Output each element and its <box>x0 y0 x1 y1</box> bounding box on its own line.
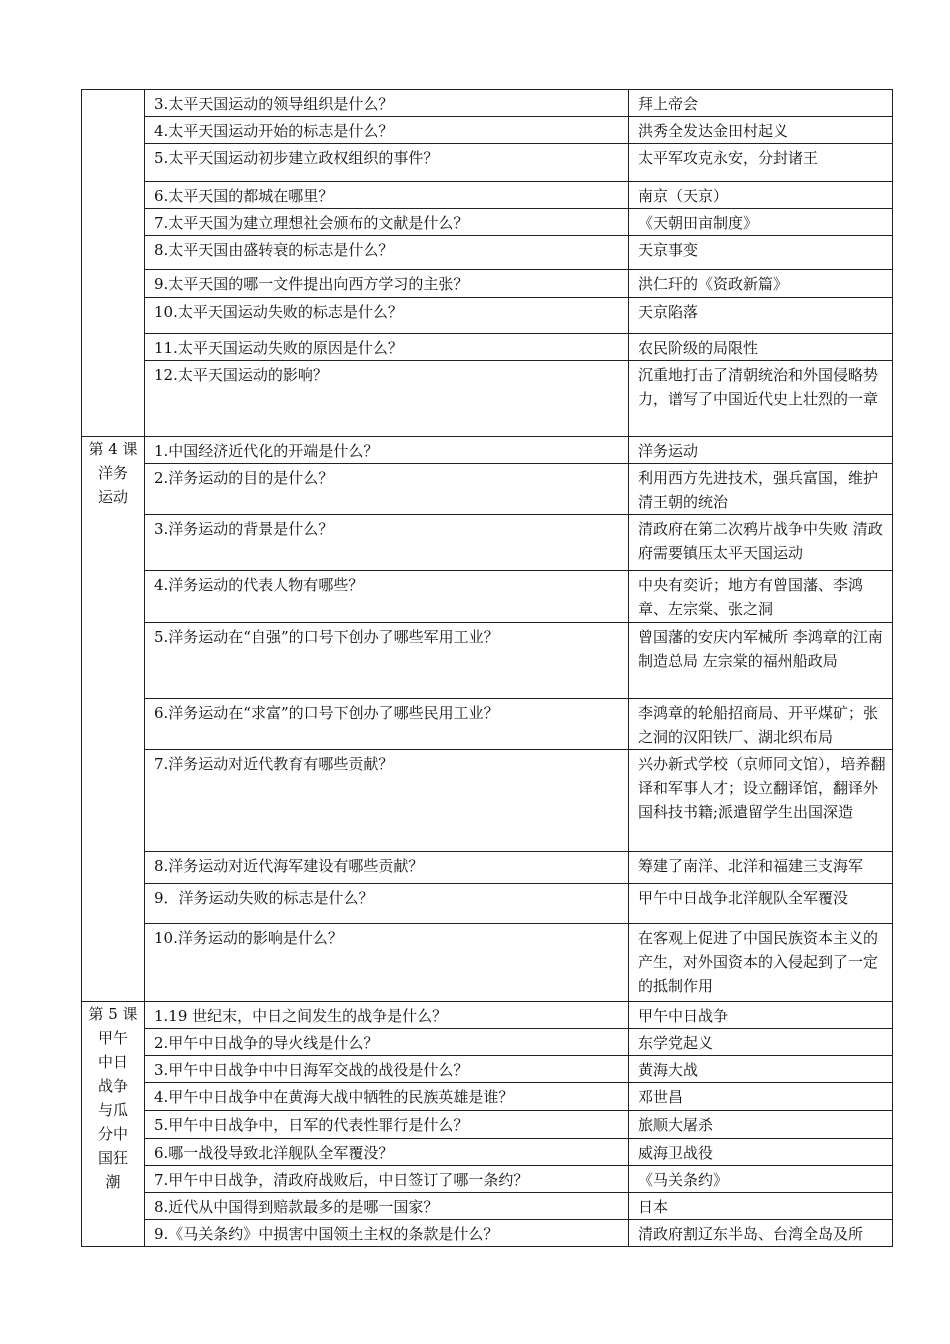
answer-cell: 筹建了南洋、北洋和福建三支海军 <box>629 852 893 884</box>
question-cell: 11.太平天国运动失败的原因是什么？ <box>145 334 629 361</box>
answer-cell: 李鸿章的轮船招商局、开平煤矿；张之洞的汉阳铁厂、湖北织布局 <box>629 699 893 750</box>
table-row <box>82 1083 893 1111</box>
table-row <box>82 623 893 699</box>
answer-cell: 太平军攻克永安，分封诸王 <box>629 144 893 182</box>
answer-cell: 旅顺大屠杀 <box>629 1111 893 1139</box>
lesson-title-line: 洋务 <box>97 464 128 482</box>
table-row <box>82 298 893 334</box>
question-cell: 7.太平天国为建立理想社会颁布的文献是什么？ <box>145 209 629 236</box>
lesson-title-line: 第 5 课 <box>88 1005 138 1023</box>
question-cell: 1.中国经济近代化的开端是什么？ <box>145 437 629 464</box>
question-cell: 7.洋务运动对近代教育有哪些贡献？ <box>145 750 629 852</box>
lesson-cell <box>82 90 145 437</box>
question-cell: 10.太平天国运动失败的标志是什么？ <box>145 298 629 334</box>
answer-cell: 甲午中日战争 <box>629 1002 893 1029</box>
answer-cell: 拜上帝会 <box>629 90 893 117</box>
table-row <box>82 1111 893 1139</box>
question-cell: 10.洋务运动的影响是什么？ <box>145 924 629 1002</box>
question-cell: 8.洋务运动对近代海军建设有哪些贡献？ <box>145 852 629 884</box>
lesson-title-line: 分中 <box>97 1125 128 1143</box>
table-row <box>82 1002 893 1029</box>
table-row <box>82 699 893 750</box>
question-cell: 8.近代从中国得到赔款最多的是哪一国家？ <box>145 1193 629 1220</box>
answer-cell: 利用西方先进技术，强兵富国，维护清王朝的统治 <box>629 464 893 515</box>
table-row <box>82 884 893 924</box>
table-row <box>82 236 893 270</box>
table-row <box>82 209 893 236</box>
answer-cell: 日本 <box>629 1193 893 1220</box>
answer-cell: 天京陷落 <box>629 298 893 334</box>
table-row <box>82 361 893 437</box>
lesson-title-line: 战争 <box>97 1077 128 1095</box>
question-cell: 6.太平天国的都城在哪里？ <box>145 182 629 209</box>
answer-cell: 甲午中日战争北洋舰队全军覆没 <box>629 884 893 924</box>
answer-cell: 威海卫战役 <box>629 1139 893 1166</box>
question-cell: 7.甲午中日战争，清政府战败后，中日签订了哪一条约？ <box>145 1166 629 1193</box>
question-cell: 3.甲午中日战争中中日海军交战的战役是什么？ <box>145 1056 629 1083</box>
table-row <box>82 117 893 144</box>
review-table <box>81 89 893 1247</box>
lesson-title-line: 运动 <box>97 488 128 506</box>
table-row <box>82 571 893 623</box>
table-row <box>82 1029 893 1056</box>
answer-cell: 在客观上促进了中国民族资本主义的产生，对外国资本的入侵起到了一定的抵制作用 <box>629 924 893 1002</box>
table-row <box>82 515 893 571</box>
table-row <box>82 334 893 361</box>
lesson-title-line: 第 4 课 <box>88 440 138 458</box>
question-cell: 1.19 世纪末，中日之间发生的战争是什么？ <box>145 1002 629 1029</box>
lesson-title-line: 中日 <box>97 1053 128 1071</box>
lesson-title-cell <box>82 1002 145 1247</box>
table-row <box>82 924 893 1002</box>
answer-cell: 《马关条约》 <box>629 1166 893 1193</box>
lesson-title-line: 与瓜 <box>97 1101 128 1119</box>
answer-cell: 邓世昌 <box>629 1083 893 1111</box>
table-row <box>82 464 893 515</box>
question-cell: 5.洋务运动在“自强”的口号下创办了哪些军用工业？ <box>145 623 629 699</box>
question-cell: 9．洋务运动失败的标志是什么？ <box>145 884 629 924</box>
question-cell: 12.太平天国运动的影响？ <box>145 361 629 437</box>
review-table-body <box>82 90 893 1247</box>
answer-cell: 天京事变 <box>629 236 893 270</box>
table-row <box>82 270 893 298</box>
table-row <box>82 1139 893 1166</box>
table-row <box>82 1193 893 1220</box>
question-cell: 3.太平天国运动的领导组织是什么？ <box>145 90 629 117</box>
question-cell: 4.洋务运动的代表人物有哪些？ <box>145 571 629 623</box>
question-cell: 6.哪一战役导致北洋舰队全军覆没？ <box>145 1139 629 1166</box>
answer-cell: 清政府割辽东半岛、台湾全岛及所 <box>629 1220 893 1247</box>
lesson-title-line: 国狂 <box>97 1149 128 1167</box>
question-cell: 5.甲午中日战争中，日军的代表性罪行是什么？ <box>145 1111 629 1139</box>
question-cell: 6.洋务运动在“求富”的口号下创办了哪些民用工业？ <box>145 699 629 750</box>
answer-cell: 洪仁玕的《资政新篇》 <box>629 270 893 298</box>
table-row <box>82 144 893 182</box>
question-cell: 5.太平天国运动初步建立政权组织的事件？ <box>145 144 629 182</box>
table-row <box>82 90 893 117</box>
lesson-title-cell <box>82 437 145 1002</box>
table-row <box>82 437 893 464</box>
table-row <box>82 1220 893 1247</box>
answer-cell: 清政府在第二次鸦片战争中失败 清政府需要镇压太平天国运动 <box>629 515 893 571</box>
answer-cell: 洋务运动 <box>629 437 893 464</box>
question-cell: 9.太平天国的哪一文件提出向西方学习的主张？ <box>145 270 629 298</box>
table-row <box>82 750 893 852</box>
question-cell: 2.洋务运动的目的是什么？ <box>145 464 629 515</box>
answer-cell: 洪秀全发达金田村起义 <box>629 117 893 144</box>
question-cell: 4.甲午中日战争中在黄海大战中牺牲的民族英雄是谁？ <box>145 1083 629 1111</box>
answer-cell: 中央有奕䜣；地方有曾国藩、李鸿章、左宗棠、张之洞 <box>629 571 893 623</box>
table-row <box>82 1166 893 1193</box>
question-cell: 8.太平天国由盛转衰的标志是什么？ <box>145 236 629 270</box>
table-row <box>82 852 893 884</box>
answer-cell: 曾国藩的安庆内军械所 李鸿章的江南制造总局 左宗棠的福州船政局 <box>629 623 893 699</box>
question-cell: 4.太平天国运动开始的标志是什么？ <box>145 117 629 144</box>
question-cell: 2.甲午中日战争的导火线是什么？ <box>145 1029 629 1056</box>
answer-cell: 沉重地打击了清朝统治和外国侵略势力，谱写了中国近代史上壮烈的一章 <box>629 361 893 437</box>
question-cell: 3.洋务运动的背景是什么？ <box>145 515 629 571</box>
answer-cell: 黄海大战 <box>629 1056 893 1083</box>
table-row <box>82 1056 893 1083</box>
answer-cell: 南京（天京） <box>629 182 893 209</box>
answer-cell: 兴办新式学校（京师同文馆），培养翻译和军事人才；设立翻译馆，翻译外国科技书籍;派遣留学生出国深造 <box>629 750 893 852</box>
answer-cell: 农民阶级的局限性 <box>629 334 893 361</box>
table-row <box>82 182 893 209</box>
answer-cell: 东学党起义 <box>629 1029 893 1056</box>
question-cell: 9.《马关条约》中损害中国领土主权的条款是什么？ <box>145 1220 629 1247</box>
answer-cell: 《天朝田亩制度》 <box>629 209 893 236</box>
lesson-title-line: 潮 <box>105 1173 121 1191</box>
lesson-title-line: 甲午 <box>97 1029 128 1047</box>
